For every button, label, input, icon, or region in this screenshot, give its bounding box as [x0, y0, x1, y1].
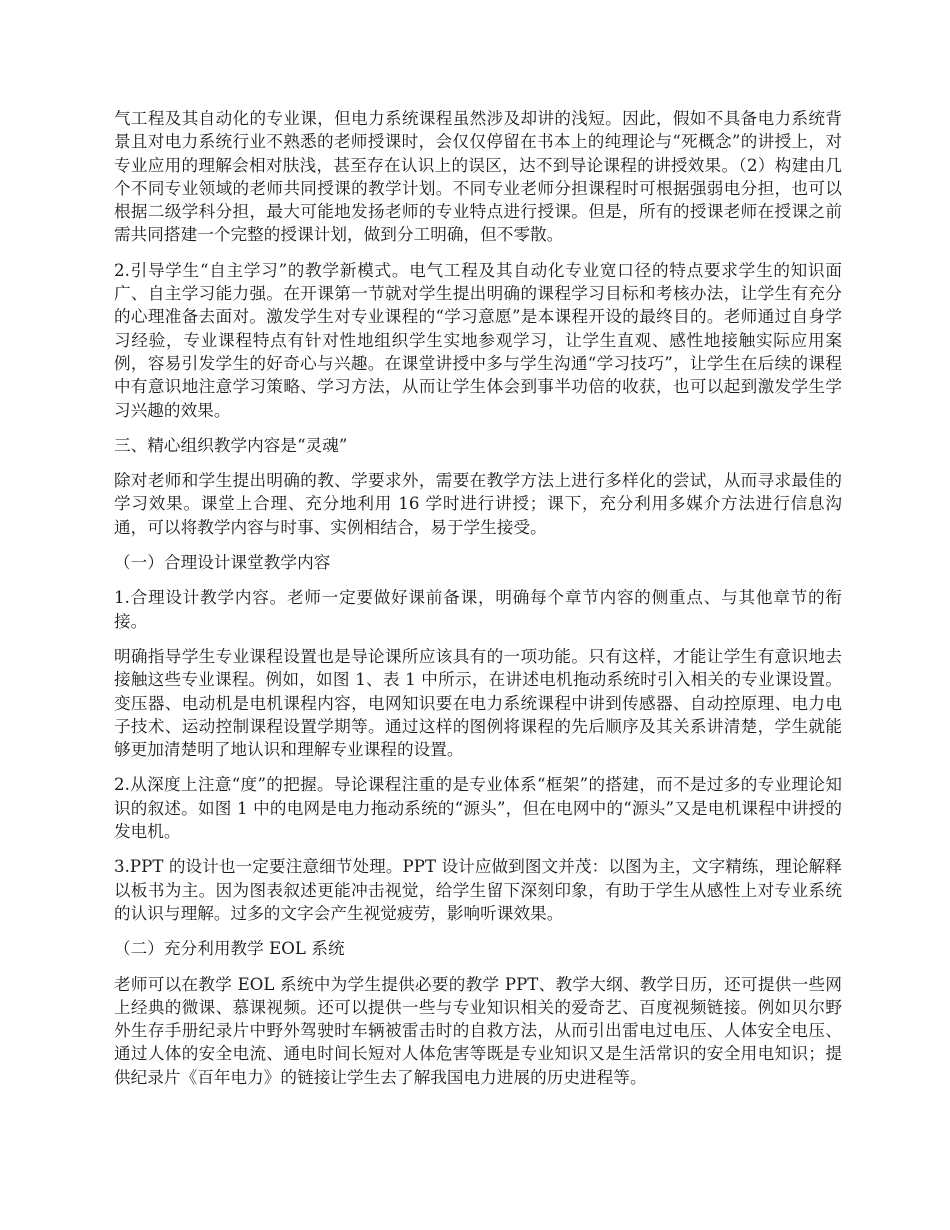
paragraph: 明确指导学生专业课程设置也是导论课所应该具有的一项功能。只有这样，才能让学生有意识地去接触这些专业课程。例如，如图 1、表 1 中所示，在讲述电机拖动系统时引入相关的专业课设置。变压器、电动机是电机课程内容，电网知识要在电力系统课程中讲到传感器、自动控原理、电力电子技术、运动控制课程设置学期等。通过这样的图例将课程的先后顺序及其关系讲清楚，学生就能够更加清楚明了地认识和理解专业课程的设置。	[114, 646, 842, 760]
paragraph: 气工程及其自动化的专业课，但电力系统课程虽然涉及却讲的浅短。因此，假如不具备电力系统背景且对电力系统行业不熟悉的老师授课时，会仅仅停留在书本上的纯理论与“死概念”的讲授上，对专业应用的理解会相对肤浅，甚至存在认识上的误区，达不到导论课程的讲授效果。（2）构建由几个不同专业领域的老师共同授课的教学计划。不同专业老师分担课程时可根据强弱电分担，也可以根据二级学科分担，最大可能地发扬老师的专业特点进行授课。但是，所有的授课老师在授课之前需共同搭建一个完整的授课计划，做到分工明确，但不零散。	[114, 109, 842, 245]
paragraph: 3.PPT 的设计也一定要注意细节处理。PPT 设计应做到图文并茂：以图为主，文字精练，理论解释以板书为主。因为图表叙述更能冲击视觉，给学生留下深刻印象，有助于学生从感性上对专业系统的认识与理解。过多的文字会产生视觉疲劳，影响听课效果。	[114, 857, 842, 923]
subsection-heading: （二）充分利用教学 EOL 系统	[114, 939, 345, 959]
document-page	[114, 107, 842, 1101]
subsection-heading: （一）合理设计课堂教学内容	[114, 553, 331, 573]
section-heading: 三、精心组织教学内容是“灵魂”	[114, 435, 348, 455]
paragraph: 除对老师和学生提出明确的教、学要求外，需要在教学方法上进行多样化的尝试，从而寻求最佳的学习效果。课堂上合理、充分地利用 16 学时进行讲授；课下，充分利用多媒介方法进行信息沟通，可以将教学内容与时事、实例相结合，易于学生接受。	[114, 471, 842, 537]
paragraph: 2.从深度上注意“度”的把握。导论课程注重的是专业体系“框架”的搭建，而不是过多的专业理论知识的叙述。如图 1 中的电网是电力拖动系统的“源头”，但在电网中的“源头”又是电机课程中讲授的发电机。	[114, 775, 842, 842]
paragraph: 1.合理设计教学内容。老师一定要做好课前备课，明确每个章节内容的侧重点、与其他章节的衔接。	[114, 588, 842, 631]
paragraph: 老师可以在教学 EOL 系统中为学生提供必要的教学 PPT、教学大纲、教学日历，还可提供一些网上经典的微课、慕课视频。还可以提供一些与专业知识相关的爱奇艺、百度视频链接。例如贝尔野外生存手册纪录片中野外驾驶时车辆被雷击时的自救方法，从而引出雷电过电压、人体安全电压、通过人体的安全电流、通电时间长短对人体危害等既是专业知识又是生活常识的安全用电知识；提供纪录片《百年电力》的链接让学生去了解我国电力进展的历史进程等。	[114, 974, 842, 1087]
paragraph: 2.引导学生“自主学习”的教学新模式。电气工程及其自动化专业宽口径的特点要求学生的知识面广、自主学习能力强。在开课第一节就对学生提出明确的课程学习目标和考核办法，让学生有充分的心理准备去面对。激发学生对专业课程的“学习意愿”是本课程开设的最终目的。老师通过自身学习经验，专业课程特点有针对性地组织学生实地参观学习，让学生直观、感性地接触实际应用案例，容易引发学生的好奇心与兴趣。在课堂讲授中多与学生沟通“学习技巧”，让学生在后续的课程中有意识地注意学习策略、学习方法，从而让学生体会到事半功倍的收获，也可以起到激发学生学习兴趣的效果。	[114, 260, 842, 420]
